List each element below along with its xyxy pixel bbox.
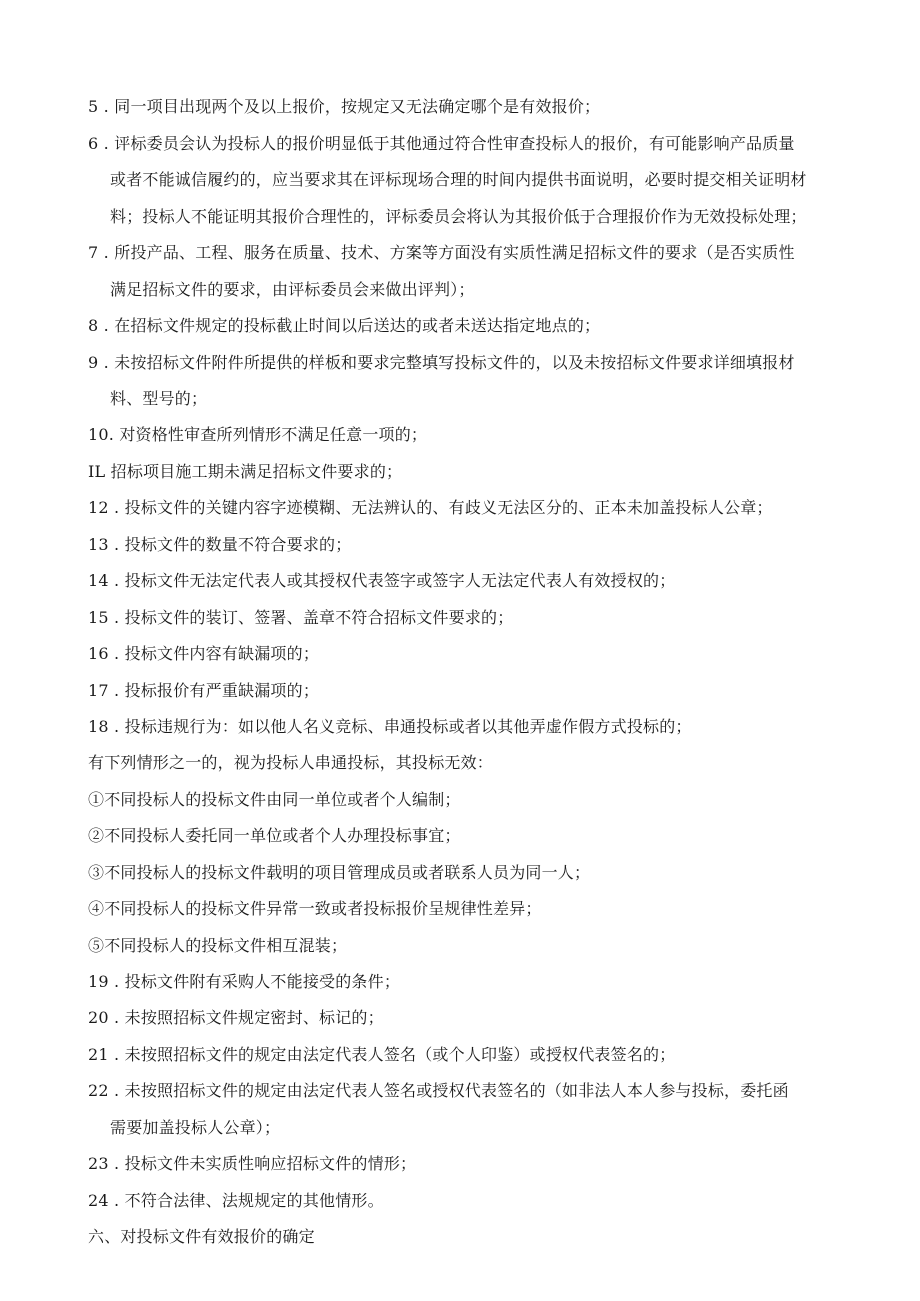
clause-24: 24 . 不符合法律、法规规定的其他情形。 [88,1191,384,1210]
clause-20: 20 . 未按照招标文件规定密封、标记的； [88,1008,384,1027]
clause-9-line-2: 料、型号的； [110,389,208,408]
collusion-intro: 有下列情形之一的，视为投标人串通投标，其投标无效： [88,753,494,772]
clause-6-line-3: 料；投标人不能证明其报价合理性的，评标委员会将认为其报价低于合理报价作为无效投标处理； [110,207,807,226]
clause-6-line-1: 6 . 评标委员会认为投标人的报价明显低于其他通过符合性审查投标人的报价，有可能影响产品质量 [88,134,795,153]
clause-7-line-2: 满足招标文件的要求，由评标委员会来做出评判）； [110,280,475,299]
collusion-item-5: ⑤不同投标人的投标文件相互混装； [88,936,348,955]
collusion-item-4: ④不同投标人的投标文件异常一致或者投标报价呈规律性差异； [88,899,542,918]
clause-13: 13 . 投标文件的数量不符合要求的； [88,535,352,554]
clause-9-line-1: 9 . 未按招标文件附件所提供的样板和要求完整填写投标文件的，以及未按招标文件要求详细填报材 [88,353,795,372]
clause-11: IL 招标项目施工期未满足招标文件要求的； [88,462,403,481]
clause-18: 18 . 投标违规行为：如以他人名义竞标、串通投标或者以其他弄虚作假方式投标的； [88,717,692,736]
clause-5: 5 . 同一项目出现两个及以上报价，按规定又无法确定哪个是有效报价； [88,97,601,116]
clause-8: 8 . 在招标文件规定的投标截止时间以后送达的或者未送达指定地点的； [88,316,601,335]
clause-16: 16 . 投标文件内容有缺漏项的； [88,644,320,663]
clause-22-line-1: 22 . 未按照招标文件的规定由法定代表人签名或授权代表签名的（如非法人本人参与投标，委托函 [88,1081,789,1100]
collusion-item-1: ①不同投标人的投标文件由同一单位或者个人编制； [88,790,461,809]
clause-12: 12 . 投标文件的关键内容字迹模糊、无法辨认的、有歧义无法区分的、正本未加盖投标人公章； [88,498,773,517]
collusion-item-3: ③不同投标人的投标文件载明的项目管理成员或者联系人员为同一人； [88,863,591,882]
section-heading-6: 六、对投标文件有效报价的确定 [88,1227,315,1246]
clause-21: 21 . 未按照招标文件的规定由法定代表人签名（或个人印鉴）或授权代表签名的； [88,1045,676,1064]
collusion-item-2: ②不同投标人委托同一单位或者个人办理投标事宜； [88,826,461,845]
clause-22-line-2: 需要加盖投标人公章）； [110,1118,281,1137]
clause-23: 23 . 投标文件未实质性响应招标文件的情形； [88,1154,417,1173]
clause-19: 19 . 投标文件附有采购人不能接受的条件； [88,972,401,991]
clause-17: 17 . 投标报价有严重缺漏项的； [88,681,320,700]
clause-7-line-1: 7 . 所投产品、工程、服务在质量、技术、方案等方面没有实质性满足招标文件的要求（是否实质性 [88,243,795,262]
clause-6-line-2: 或者不能诚信履约的，应当要求其在评标现场合理的时间内提供书面说明，必要时提交相关证明材 [110,170,807,189]
clause-14: 14 . 投标文件无法定代表人或其授权代表签字或签字人无法定代表人有效授权的； [88,571,676,590]
clause-15: 15 . 投标文件的装订、签署、盖章不符合招标文件要求的； [88,608,514,627]
clause-10: 10. 对资格性审查所列情形不满足任意一项的； [88,425,428,444]
